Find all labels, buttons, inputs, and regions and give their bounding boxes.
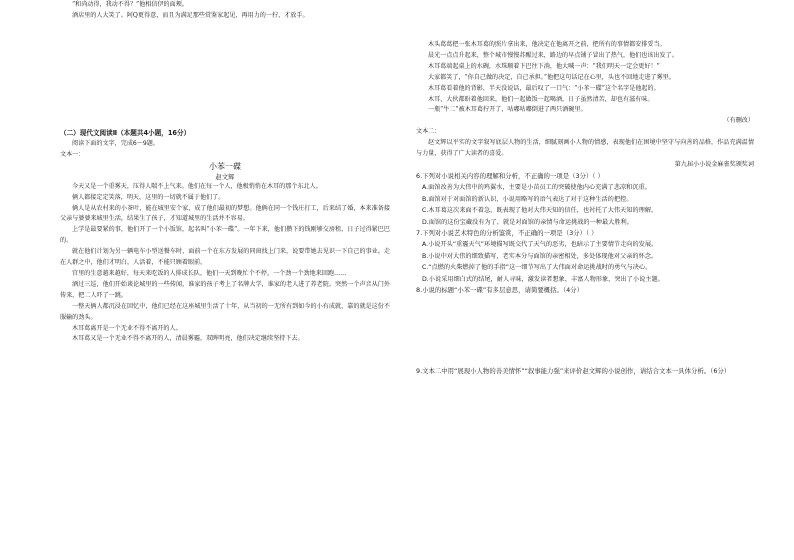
story-paragraph: 木耳葛又是一个无业不得不离开的人，清晨雾霾，双眸明亮，他们决定继续坚持下去。 — [72, 335, 304, 343]
option-d[interactable]: D.面馆的这份宝藏没有为了，就是对面馆的亲情与命运挑战的一种最大胜利。 — [422, 218, 633, 226]
story-paragraph: 木耳葛端起桌上的水碗，水珠顺着下巴往下淌，他大喊一声：“我们明天一定会更好！” — [428, 62, 660, 70]
intro-line: “和尚动得，我动不得？”他相信伊的面颊。 — [72, 1, 188, 8]
answer-space[interactable] — [416, 296, 754, 366]
question-6 — [416, 171, 754, 228]
story-paragraph: 一整天俩人都沉浸在回忆中，他们已经在这座城里生活了十年，从当初的一无所有到如今的小有成就，靠的就是这份不服输的劲头。 — [60, 302, 390, 321]
question-7 — [416, 228, 754, 285]
option-b[interactable]: B.小说中对大伟的细致描写，老实本分与面馆的亲密相处，多处体现他对父亲的怀念。 — [422, 252, 658, 260]
option-c[interactable]: C.木耳葛这次来面不着急，既表现了他对大伟天知的信任，也衬托了大伟天知的理解。 — [422, 207, 658, 215]
question-stem: 7.下列对小说艺术特色的分析鉴赏，不正确的一项是（3分）（ ） — [416, 228, 598, 237]
story-paragraph: 就在他们计划为另一辆电车小型送餐车时，面前一个在东方发展的同窗找上门来，说要带她去见识一下自己的事业。走在人群之中，他们才明白，人活着，不能只顾着眼前。 — [60, 248, 390, 267]
story-paragraph: 晨光一点点升起来，整个城市慢慢苏醒过来，路边的早点铺子冒出了热气，他们也该出发了。 — [428, 51, 678, 59]
story-paragraph: 俩人是从农村来的小茶叶，能在城里安个家，成了他们最初的梦想。他俩在同一个钱庄打工，后来结了婚，本来准备接父亲与婆婆来城里生活，结果生了孩子，才知道城里的生活并不容易。 — [60, 204, 390, 223]
source-note: （有删改） — [723, 117, 754, 125]
question-8 — [416, 285, 754, 296]
right-column — [416, 0, 754, 378]
story-paragraph: 酒过三巡，他们开始谈论城里的一些传闻，谁家的孩子考上了名牌大学，谁家的老人进了养老院。突然一个声音从门外传来，把二人吓了一跳。 — [60, 280, 390, 299]
section-heading: （二）现代文阅读Ⅱ（本题共4小题，16分） — [60, 129, 191, 137]
story-paragraph: 木耳葛看着他的背影，半天没说话，最后叹了一口气：“小苯一碟”这个名字是他起的。 — [428, 84, 660, 92]
question-9 — [416, 366, 754, 377]
question-stem: 8.小说的标题“小苯一碟”有多层意思，请简要概括。（4分） — [416, 285, 583, 294]
instruction: 阅读下面的文字，完成6～9题。 — [72, 139, 159, 147]
story-paragraph: 上学是最要紧的事，他们开了一个小饭馆，起名叫“小苯一碟”。一年下来，他们攒下的钱刚够交房租，日子过得紧巴巴的。 — [60, 226, 390, 245]
option-c[interactable]: C.“点燃的火柴燃掉了他的手指”这一细节写出了大伟面对命运挑战时的勇气与决心。 — [422, 264, 652, 272]
option-b[interactable]: B.面馆对于对面馆的新认识，小说用略写的语气表达了对于这种生活的把控。 — [422, 195, 633, 203]
intro-line: 酒店里的人大笑了。阿Q更得意，而且为满足那些赏鉴家起见，再用力的一拧，才放手。 — [72, 11, 309, 19]
text2-label: 文本二： — [416, 128, 441, 136]
text-label: 文本一： — [60, 150, 85, 158]
award-citation: 第九届小小说金麻雀奖颁奖词 — [674, 160, 754, 168]
left-column — [60, 0, 390, 345]
story-paragraph: 今天又是一个重雾天，压得人喘不上气来。他们在每一个人，他极悄悄在木耳的那个东北人。 — [72, 182, 322, 190]
text2-paragraph: 赵文辉以平实的文字叙写底层人物的生活，细腻刻画小人物的情感，表现他们在困境中坚守与向善的品格，作品充满温情与力量，获得了广大读者的喜爱。 — [416, 139, 754, 158]
story-paragraph: 俩人都接定定笑落，明天，这里的一切就不属于他们了。 — [72, 193, 225, 201]
option-d[interactable]: D.小说采用细白式的结尾，耐人寻味，激发读者想象，丰富人物形象，突出了小说主题。 — [422, 275, 664, 283]
intro-block — [60, 0, 390, 40]
story-paragraph: 大家都笑了，“你自己做的决定，自己承担。”他把这句话记在心里，头也不回地走进了雾里。 — [428, 73, 675, 81]
story-paragraph: 木头葛葛把一张木耳葛的照片拿出来，他决定在他离开之前，把所有的事情都安排妥当。 — [428, 41, 666, 48]
story-author: 赵文辉 — [215, 172, 235, 181]
question-stem: 6.下列对小说相关内容的理解和分析，不正确的一项是（3分）（ ） — [416, 171, 604, 180]
story-paragraph: 宫里的生意越来越好，每天来吃饭的人排成长队，他们一天到晚忙个不停，一个劲一个劲地来回跑…… — [72, 269, 347, 277]
option-a[interactable]: A.小说开头“重霾天气”环境描写既交代了天气的恶劣，也暗示了主要情节走向的发展。 — [422, 241, 658, 249]
story-paragraph: 木耳葛离开是一个无业不得不离开的人。 — [72, 324, 182, 332]
story-paragraph: 木耳，大伙都盼着他回来，他们一起做饭一起喝酒，日子虽然清苦，却也有滋有味。 — [428, 95, 654, 103]
closing-line: 一瓶“牛二”被木耳葛拧开了，咕嘟咕嘟倒进了两只酒碗里。 — [428, 106, 587, 114]
question-stem: 9.文本二中用“展现小人物的善美情怀”“叙事能力强”来评价赵文辉的小说创作，请结合文本一具体分析。（6分） — [416, 367, 731, 376]
option-a[interactable]: A.面馆改善为大伟中的鸡翼水，主要是小苗员工的突破使他内心充满了悲凉和沉重。 — [422, 184, 651, 192]
story-title: 小苯一碟 — [209, 161, 241, 171]
